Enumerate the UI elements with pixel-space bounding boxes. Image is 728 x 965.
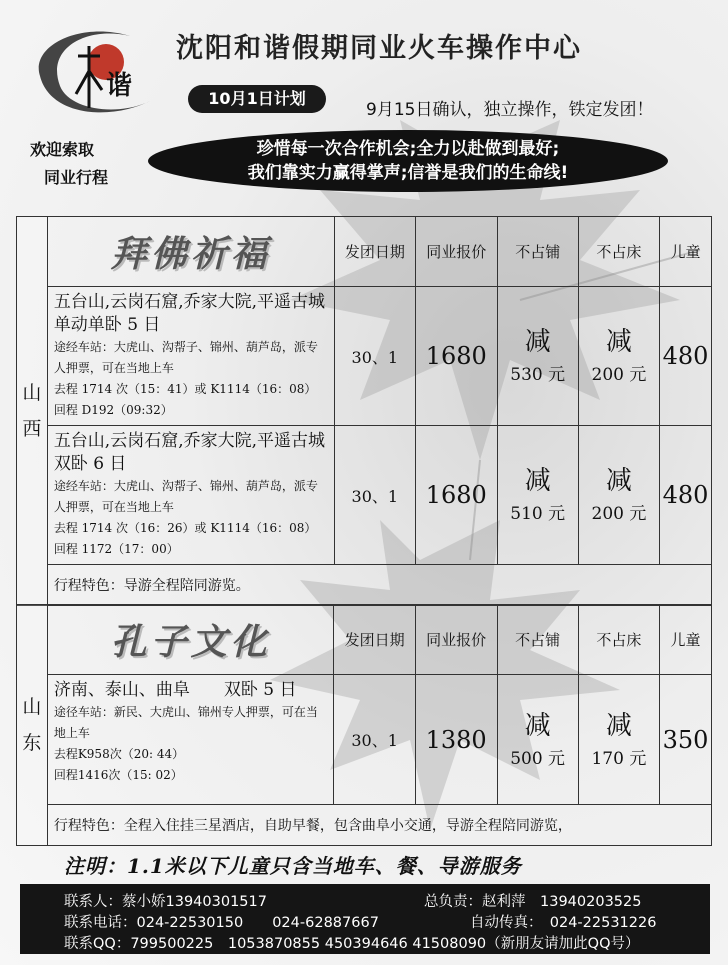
contact-footer xyxy=(20,884,710,954)
confirm-text: 9月15日确认，独立操作，铁定发团！ xyxy=(366,100,654,120)
col-header-no-bed: 不占床 xyxy=(578,605,659,675)
route-outbound: 去程K958次（20: 44） xyxy=(53,747,185,761)
plan-date-badge: 10月1日计划 xyxy=(188,85,326,113)
route-banner: 拜佛祈福 xyxy=(47,217,334,287)
shanxi-route-table xyxy=(16,216,712,606)
route-return: 回程1416次（15: 02） xyxy=(53,768,183,782)
col-header-child: 儿童 xyxy=(660,217,712,287)
col-header-price: 同业报价 xyxy=(415,217,497,287)
no-bed-discount xyxy=(578,287,659,426)
col-header-date: 发团日期 xyxy=(334,605,415,675)
no-bed-discount xyxy=(578,675,659,805)
reduce-word: 减 xyxy=(605,327,632,357)
reduce-amount: 200 元 xyxy=(591,504,647,524)
route-description xyxy=(47,287,360,426)
table-row xyxy=(17,565,712,606)
table-row xyxy=(17,426,712,565)
trade-price: 1380 xyxy=(415,675,497,805)
reduce-amount: 510 元 xyxy=(510,504,566,524)
province-char: 山 xyxy=(22,696,42,718)
col-header-no-bed: 不占床 xyxy=(578,217,659,287)
trade-price: 1680 xyxy=(415,287,497,426)
manager-contact: 总负责：赵利萍 13940203525 xyxy=(424,894,642,910)
contact-phone: 联系电话：024-22530150 024-62887667 xyxy=(64,915,379,931)
reduce-word: 减 xyxy=(524,710,551,741)
no-berth-discount xyxy=(497,675,578,805)
no-berth-discount xyxy=(497,426,578,565)
child-price: 480 xyxy=(660,426,712,565)
reduce-word: 减 xyxy=(605,466,632,496)
child-price: 480 xyxy=(660,287,712,426)
welcome-line: 同业行程 xyxy=(44,168,109,187)
no-berth-discount xyxy=(497,287,578,426)
reduce-amount: 170 元 xyxy=(591,748,647,769)
route-name: 五台山,云岗石窟,乔家大院,平遥古城 单动单卧 5 日 xyxy=(53,292,360,335)
reduce-word: 减 xyxy=(605,710,632,741)
reduce-amount: 500 元 xyxy=(510,748,566,769)
welcome-text xyxy=(30,136,108,192)
reduce-amount: 200 元 xyxy=(591,365,647,385)
slogan-ellipse xyxy=(148,130,668,192)
route-feature: 行程特色：全程入住挂三星酒店，自助早餐，包含曲阜小交通，导游全程陪同游览， xyxy=(47,805,711,846)
trade-price: 1680 xyxy=(415,426,497,565)
col-header-no-berth: 不占铺 xyxy=(497,217,578,287)
child-price: 350 xyxy=(660,675,712,805)
slogan-line: 我们靠实力赢得掌声;信誉是我们的生命线! xyxy=(247,163,569,183)
col-header-price: 同业报价 xyxy=(415,605,497,675)
table-row xyxy=(17,287,712,426)
route-feature: 行程特色：导游全程陪同游览。 xyxy=(47,565,711,606)
province-char: 山 xyxy=(22,382,42,404)
route-banner: 孔子文化 xyxy=(47,605,334,675)
col-header-no-berth: 不占铺 xyxy=(497,605,578,675)
welcome-line: 欢迎索取 xyxy=(30,140,95,159)
province-cell xyxy=(17,605,48,846)
col-header-date: 发团日期 xyxy=(334,217,415,287)
route-outbound: 去程 1714 次（16：26）或 K1114（16：08） xyxy=(53,521,317,535)
route-name: 五台山,云岗石窟,乔家大院,平遥古城 双卧 6 日 xyxy=(53,431,394,474)
route-name: 济南、泰山、曲阜 双卧 5 日 xyxy=(53,680,297,700)
route-description xyxy=(47,675,334,805)
slogan-line: 珍惜每一次合作机会;全力以赴做到最好; xyxy=(256,139,560,159)
contact-person: 联系人：蔡小娇13940301517 xyxy=(64,894,267,910)
child-policy-notice: 注明：1.1米以下儿童只含当地车、餐、导游服务 xyxy=(64,854,522,878)
route-outbound: 去程 1714 次（15：41）或 K1114（16：08） xyxy=(53,382,317,396)
departure-date: 30、1 xyxy=(334,287,415,426)
province-cell xyxy=(17,217,48,606)
reduce-amount: 530 元 xyxy=(510,365,566,385)
col-header-child: 儿童 xyxy=(660,605,712,675)
route-stations: 途经车站：大虎山、沟帮子、锦州、葫芦岛，派专人押票，可在当地上车 xyxy=(53,479,318,514)
province-char: 西 xyxy=(22,418,42,440)
route-stations: 途经车站：大虎山、沟帮子、锦州、葫芦岛，派专人押票，可在当地上车 xyxy=(53,340,318,375)
route-stations: 途径车站：新民、大虎山、锦州专人押票，可在当地上车 xyxy=(53,705,318,740)
reduce-word: 减 xyxy=(524,327,551,357)
route-return: 回程 1172（17：00） xyxy=(53,542,179,556)
table-row xyxy=(17,805,712,846)
province-char: 东 xyxy=(22,732,42,754)
logo-text: 谐 xyxy=(106,71,133,101)
fax-number: 自动传真： 024-22531226 xyxy=(470,915,657,931)
page-title: 沈阳和谐假期同业火车操作中心 xyxy=(176,33,582,64)
table-row xyxy=(17,675,712,805)
route-return: 回程 D192（09:32） xyxy=(53,403,173,417)
company-logo xyxy=(20,16,160,124)
departure-date: 30、1 xyxy=(334,426,415,565)
departure-date: 30、1 xyxy=(334,675,415,805)
contact-qq: 联系QQ：799500225 1053870855 450394646 41508090（新朋友请加此QQ号） xyxy=(64,936,640,952)
no-bed-discount xyxy=(578,426,659,565)
reduce-word: 减 xyxy=(524,466,551,496)
shandong-route-table xyxy=(16,604,712,846)
